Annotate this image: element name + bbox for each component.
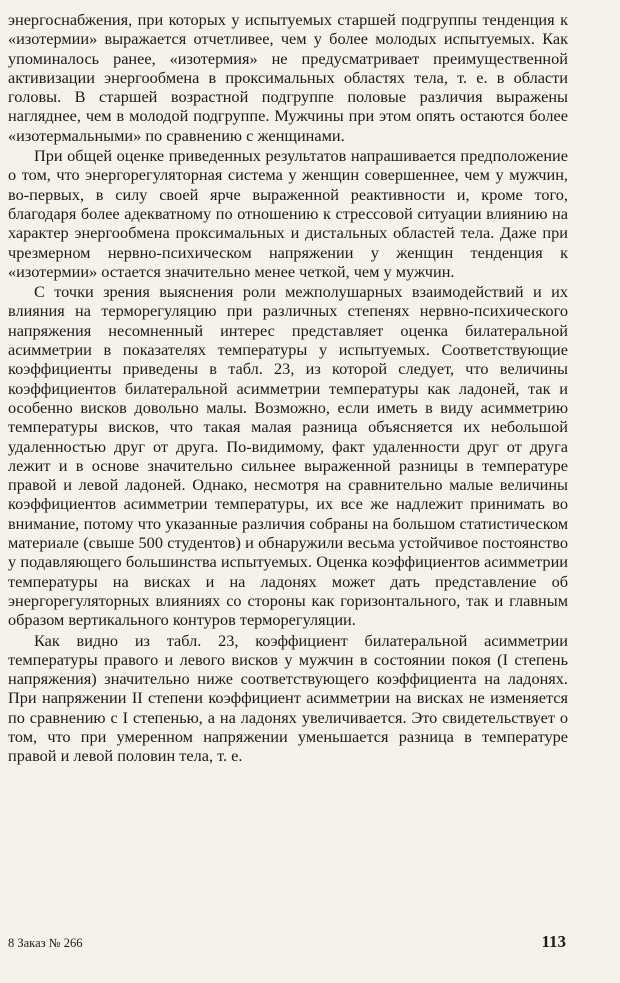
printer-signature: 8 Заказ № 266 [8,936,83,950]
paragraph-continued: энергоснабжения, при которых у испытуемых старшей подгруппы тенденция к «изотермии» выражается отчетливее, чем у более молодых испытуемых. Как упоминалось ранее, «изотермия» не предусматривает преимущественной активизации энергообмена в проксимальных областях тела, т. е. в области головы. В старшей возрастной подгруппе половые различия выражены нагляднее, чем в молодой подгруппе. Мужчины при этом опять остаются более «изотермальными» по сравнению с женщинами. [8,10,568,145]
page-number: 113 [541,932,566,951]
page-footer [8,932,566,954]
paragraph: При общей оценке приведенных результатов напрашивается предположение о том, что энергорегуляторная система у женщин совершеннее, чем у мужчин, во-первых, в силу своей ярче выраженной реактивности и, кроме того, благодаря более адекватному по отношению к стрессовой ситуации влиянию на характер энергообмена проксимальных и дистальных областей тела. Даже при чрезмерном нервно-психическом напряжении у женщин тенденция к «изотермии» остается значительно менее четкой, чем у мужчин. [8,146,568,281]
paragraph: С точки зрения выяснения роли межполушарных взаимодействий и их влияния на терморегуляцию при различных степенях нервно-психического напряжения несомненный интерес представляет оценка билатеральной асимметрии в показателях температуры у испытуемых. Соответствующие коэффициенты приведены в табл. 23, из которой следует, что величины коэффициентов билатеральной асимметрии температуры как ладоней, так и особенно висков довольно малы. Возможно, если иметь в виду асимметрию температуры висков, что такая малая разница объясняется их небольшой удаленностью друг от друга. По-видимому, факт удаленности друг от друга лежит и в основе значительно сильнее выраженной разницы в температуре правой и левой ладоней. Однако, несмотря на сравнительно малые величины коэффициентов асимметрии температуры, их все же надлежит принимать во внимание, потому что указанные различия собраны на большом статистическом материале (свыше 500 студентов) и обнаружили весьма устойчивое постоянство у подавляющего большинства испытуемых. Оценка коэффициентов асимметрии температуры на висках и на ладонях может дать представление об энергорегуляторных влияниях со стороны как горизонтального, так и главным образом вертикального контуров терморегуляции. [8,282,568,630]
paragraph: Как видно из табл. 23, коэффициент билатеральной асимметрии температуры правого и левого висков у мужчин в состоянии покоя (I степень напряжения) значительно ниже соответствующего коэффициента на ладонях. При напряжении II степени коэффициент асимметрии на висках не изменяется по сравнению с I степенью, а на ладонях увеличивается. Это свидетельствует о том, что при умеренном напряжении уменьшается разница в температуре правой и левой половин тела, т. е. [8,630,568,766]
body-text [8,10,568,766]
